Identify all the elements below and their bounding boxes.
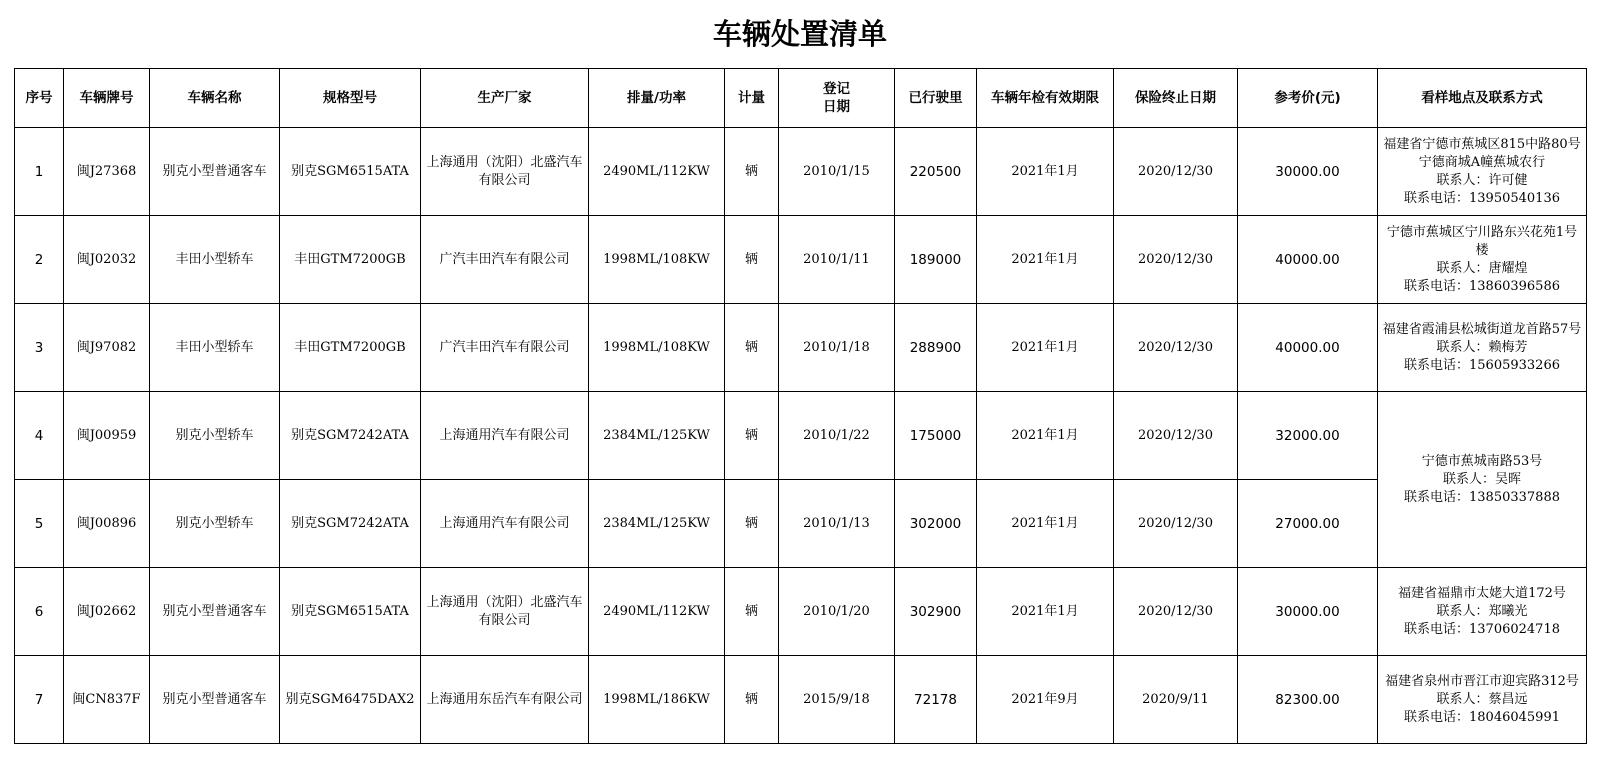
cell-maker: 上海通用汽车有限公司 (421, 480, 589, 568)
cell-plate: 闽J00959 (64, 392, 150, 480)
cell-reg-date: 2010/1/22 (779, 392, 895, 480)
cell-price: 40000.00 (1238, 216, 1378, 304)
header-displacement: 排量/功率 (589, 69, 725, 128)
cell-seq: 5 (15, 480, 64, 568)
contact-phone: 联系电话：13950540136 (1404, 190, 1560, 206)
contact-person: 联系人：吴晖 (1442, 471, 1521, 487)
header-insurance: 保险终止日期 (1114, 69, 1238, 128)
cell-insurance: 2020/12/30 (1114, 480, 1238, 568)
cell-plate: 闽J97082 (64, 304, 150, 392)
table-row (15, 216, 1587, 304)
cell-unit: 辆 (725, 128, 779, 216)
contact-phone: 联系电话：15605933266 (1404, 357, 1560, 373)
contact-address: 福建省泉州市晋江市迎宾路312号 (1385, 673, 1579, 689)
cell-maker: 上海通用（沈阳）北盛汽车有限公司 (421, 128, 589, 216)
cell-contact (1378, 568, 1587, 656)
cell-insurance: 2020/12/30 (1114, 568, 1238, 656)
cell-mileage: 302900 (895, 568, 977, 656)
cell-name: 别克小型普通客车 (150, 656, 280, 744)
cell-plate: 闽J27368 (64, 128, 150, 216)
cell-reg-date: 2010/1/20 (779, 568, 895, 656)
cell-price: 30000.00 (1238, 568, 1378, 656)
cell-price: 27000.00 (1238, 480, 1378, 568)
table-row (15, 128, 1587, 216)
cell-plate: 闽J02032 (64, 216, 150, 304)
header-seq: 序号 (15, 69, 64, 128)
cell-displacement: 2490ML/112KW (589, 128, 725, 216)
contact-person: 联系人：赖梅芳 (1436, 339, 1528, 355)
cell-inspection: 2021年1月 (977, 216, 1114, 304)
cell-model: 别克SGM6475DAX2 (280, 656, 421, 744)
cell-mileage: 175000 (895, 392, 977, 480)
table-row (15, 656, 1587, 744)
contact-address: 福建省霞浦县松城街道龙首路57号 (1382, 321, 1582, 337)
header-plate: 车辆牌号 (64, 69, 150, 128)
cell-maker: 广汽丰田汽车有限公司 (421, 216, 589, 304)
cell-plate: 闽J00896 (64, 480, 150, 568)
header-row (15, 69, 1587, 128)
table-row (15, 480, 1587, 568)
cell-contact (1378, 216, 1587, 304)
contact-phone: 联系电话：13850337888 (1404, 489, 1560, 505)
cell-model: 别克SGM7242ATA (280, 480, 421, 568)
cell-inspection: 2021年1月 (977, 392, 1114, 480)
cell-unit: 辆 (725, 568, 779, 656)
cell-inspection: 2021年9月 (977, 656, 1114, 744)
cell-inspection: 2021年1月 (977, 128, 1114, 216)
table-row (15, 568, 1587, 656)
cell-contact (1378, 392, 1587, 568)
cell-unit: 辆 (725, 480, 779, 568)
cell-displacement: 2384ML/125KW (589, 392, 725, 480)
header-contact: 看样地点及联系方式 (1378, 69, 1587, 128)
cell-model: 别克SGM6515ATA (280, 128, 421, 216)
contact-person: 联系人：许可健 (1436, 172, 1528, 188)
cell-reg-date: 2010/1/11 (779, 216, 895, 304)
cell-model: 丰田GTM7200GB (280, 304, 421, 392)
page-title: 车辆处置清单 (712, 17, 887, 51)
contact-address: 福建省宁德市蕉城区815中路80号宁德商城A幢蕉城农行 (1383, 136, 1581, 170)
cell-maker: 广汽丰田汽车有限公司 (421, 304, 589, 392)
cell-contact (1378, 304, 1587, 392)
cell-insurance: 2020/12/30 (1114, 216, 1238, 304)
contact-address: 宁德市蕉城南路53号 (1421, 453, 1543, 469)
cell-reg-date: 2010/1/18 (779, 304, 895, 392)
cell-inspection: 2021年1月 (977, 480, 1114, 568)
cell-name: 丰田小型轿车 (150, 216, 280, 304)
header-mileage: 已行驶里 (895, 69, 977, 128)
cell-price: 40000.00 (1238, 304, 1378, 392)
contact-phone: 联系电话：13706024718 (1404, 621, 1560, 637)
cell-displacement: 2490ML/112KW (589, 568, 725, 656)
contact-address: 福建省福鼎市太姥大道172号 (1398, 585, 1566, 601)
vehicle-table (14, 68, 1587, 744)
contact-person: 联系人：蔡昌远 (1436, 691, 1528, 707)
header-inspection: 车辆年检有效期限 (977, 69, 1114, 128)
cell-seq: 2 (15, 216, 64, 304)
cell-name: 别克小型普通客车 (150, 128, 280, 216)
cell-reg-date: 2010/1/13 (779, 480, 895, 568)
contact-phone: 联系电话：13860396586 (1404, 278, 1560, 294)
cell-unit: 辆 (725, 216, 779, 304)
cell-unit: 辆 (725, 656, 779, 744)
cell-name: 别克小型轿车 (150, 480, 280, 568)
contact-person: 联系人：郑曦光 (1436, 603, 1528, 619)
cell-seq: 4 (15, 392, 64, 480)
header-model: 规格型号 (280, 69, 421, 128)
header-price: 参考价(元) (1238, 69, 1378, 128)
header-reg-date-line2: 日期 (823, 99, 850, 115)
cell-contact (1378, 128, 1587, 216)
cell-price: 82300.00 (1238, 656, 1378, 744)
contact-person: 联系人：唐耀煌 (1436, 260, 1528, 276)
cell-insurance: 2020/9/11 (1114, 656, 1238, 744)
cell-name: 别克小型轿车 (150, 392, 280, 480)
cell-maker: 上海通用东岳汽车有限公司 (421, 656, 589, 744)
cell-mileage: 189000 (895, 216, 977, 304)
cell-reg-date: 2015/9/18 (779, 656, 895, 744)
cell-maker: 上海通用（沈阳）北盛汽车有限公司 (421, 568, 589, 656)
cell-mileage: 72178 (895, 656, 977, 744)
header-name: 车辆名称 (150, 69, 280, 128)
cell-unit: 辆 (725, 304, 779, 392)
cell-name: 丰田小型轿车 (150, 304, 280, 392)
cell-unit: 辆 (725, 392, 779, 480)
cell-contact (1378, 656, 1587, 744)
cell-mileage: 288900 (895, 304, 977, 392)
cell-mileage: 220500 (895, 128, 977, 216)
cell-insurance: 2020/12/30 (1114, 128, 1238, 216)
cell-insurance: 2020/12/30 (1114, 392, 1238, 480)
cell-plate: 闽CN837F (64, 656, 150, 744)
cell-reg-date: 2010/1/15 (779, 128, 895, 216)
header-reg-date (779, 69, 895, 128)
cell-model: 别克SGM7242ATA (280, 392, 421, 480)
cell-maker: 上海通用汽车有限公司 (421, 392, 589, 480)
cell-seq: 6 (15, 568, 64, 656)
cell-inspection: 2021年1月 (977, 568, 1114, 656)
header-unit: 计量 (725, 69, 779, 128)
cell-model: 别克SGM6515ATA (280, 568, 421, 656)
table-row (15, 304, 1587, 392)
cell-price: 32000.00 (1238, 392, 1378, 480)
cell-seq: 3 (15, 304, 64, 392)
cell-model: 丰田GTM7200GB (280, 216, 421, 304)
cell-seq: 1 (15, 128, 64, 216)
contact-address: 宁德市蕉城区宁川路东兴花苑1号楼 (1386, 224, 1578, 258)
header-reg-date-line1: 登记 (823, 81, 850, 97)
contact-phone: 联系电话：18046045991 (1404, 709, 1560, 725)
table-row (15, 392, 1587, 480)
cell-displacement: 1998ML/108KW (589, 304, 725, 392)
cell-inspection: 2021年1月 (977, 304, 1114, 392)
cell-displacement: 1998ML/186KW (589, 656, 725, 744)
cell-insurance: 2020/12/30 (1114, 304, 1238, 392)
cell-plate: 闽J02662 (64, 568, 150, 656)
cell-price: 30000.00 (1238, 128, 1378, 216)
cell-name: 别克小型普通客车 (150, 568, 280, 656)
cell-seq: 7 (15, 656, 64, 744)
header-maker: 生产厂家 (421, 69, 589, 128)
cell-mileage: 302000 (895, 480, 977, 568)
cell-displacement: 2384ML/125KW (589, 480, 725, 568)
cell-displacement: 1998ML/108KW (589, 216, 725, 304)
